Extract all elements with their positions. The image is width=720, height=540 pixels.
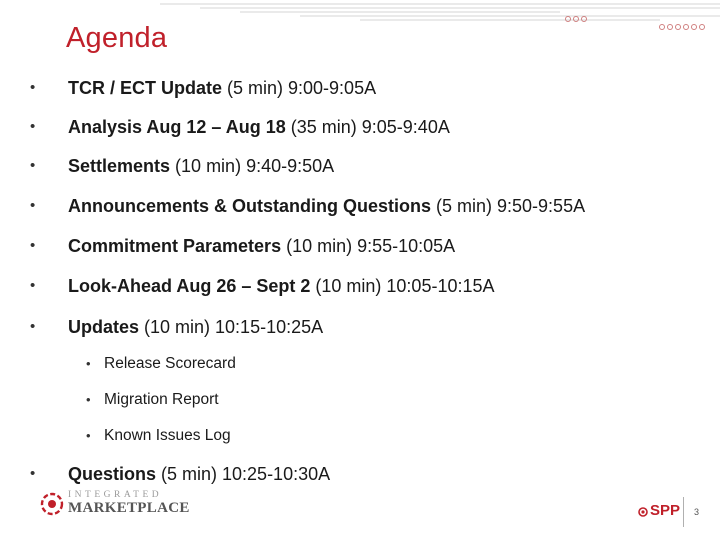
sub-item-label: Known Issues Log [104,427,231,444]
agenda-item [0,231,720,261]
agenda-item [0,312,720,342]
agenda-item-title: Analysis Aug 12 – Aug 18 [68,117,286,137]
agenda-sub-item [0,352,720,376]
spp-logo [638,502,682,526]
bullet: • [30,157,36,174]
agenda-sub-item [0,388,720,412]
agenda-item-title: Look-Ahead Aug 26 – Sept 2 [68,276,311,296]
agenda-item-title: Updates [68,317,140,337]
agenda-item-time: (10 min) 9:55-10:05A [281,236,456,256]
bullet: • [30,118,36,135]
agenda-item-title: Commitment Parameters [68,236,282,256]
integrated-marketplace-logo [40,490,190,520]
agenda-item-time: (5 min) 9:00-9:05A [222,78,377,98]
agenda-item-title: TCR / ECT Update [68,78,223,98]
bullet: • [30,197,36,214]
spp-logo-icon [638,507,648,517]
sub-bullet: • [86,356,91,371]
agenda-item-time: (10 min) 10:15-10:25A [139,317,324,337]
agenda-sub-item [0,424,720,448]
agenda-item [0,112,720,142]
sub-bullet: • [86,428,91,443]
agenda-item [0,151,720,181]
agenda-item-time: (5 min) 10:25-10:30A [156,464,331,484]
logo-line-integrated: INTEGRATED [68,490,163,500]
bullet: • [30,237,36,254]
sub-item-label: Migration Report [104,391,219,408]
spp-logo-text: SPP [650,502,681,519]
bullet: • [30,465,36,482]
page-title: Agenda [66,22,168,54]
bullet: • [30,79,36,96]
sub-bullet: • [86,392,91,407]
agenda-item-title: Questions [68,464,157,484]
agenda-item [0,271,720,301]
agenda-item-time: (10 min) 9:40-9:50A [170,156,335,176]
sub-item-label: Release Scorecard [104,355,236,372]
footer-divider [683,497,684,527]
integrated-marketplace-emblem-icon [40,492,64,516]
agenda-item [0,459,720,489]
agenda-item-title: Settlements [68,156,171,176]
agenda-item [0,73,720,103]
agenda-item [0,191,720,221]
logo-line-marketplace: MARKETPLACE [68,500,190,516]
page-number: 3 [694,507,700,517]
agenda-item-time: (5 min) 9:50-9:55A [431,196,586,216]
bullet: • [30,318,36,335]
agenda-item-time: (35 min) 9:05-9:40A [285,117,450,137]
bullet: • [30,277,36,294]
agenda-item-time: (10 min) 10:05-10:15A [310,276,495,296]
agenda-item-title: Announcements & Outstanding Questions [68,196,432,216]
